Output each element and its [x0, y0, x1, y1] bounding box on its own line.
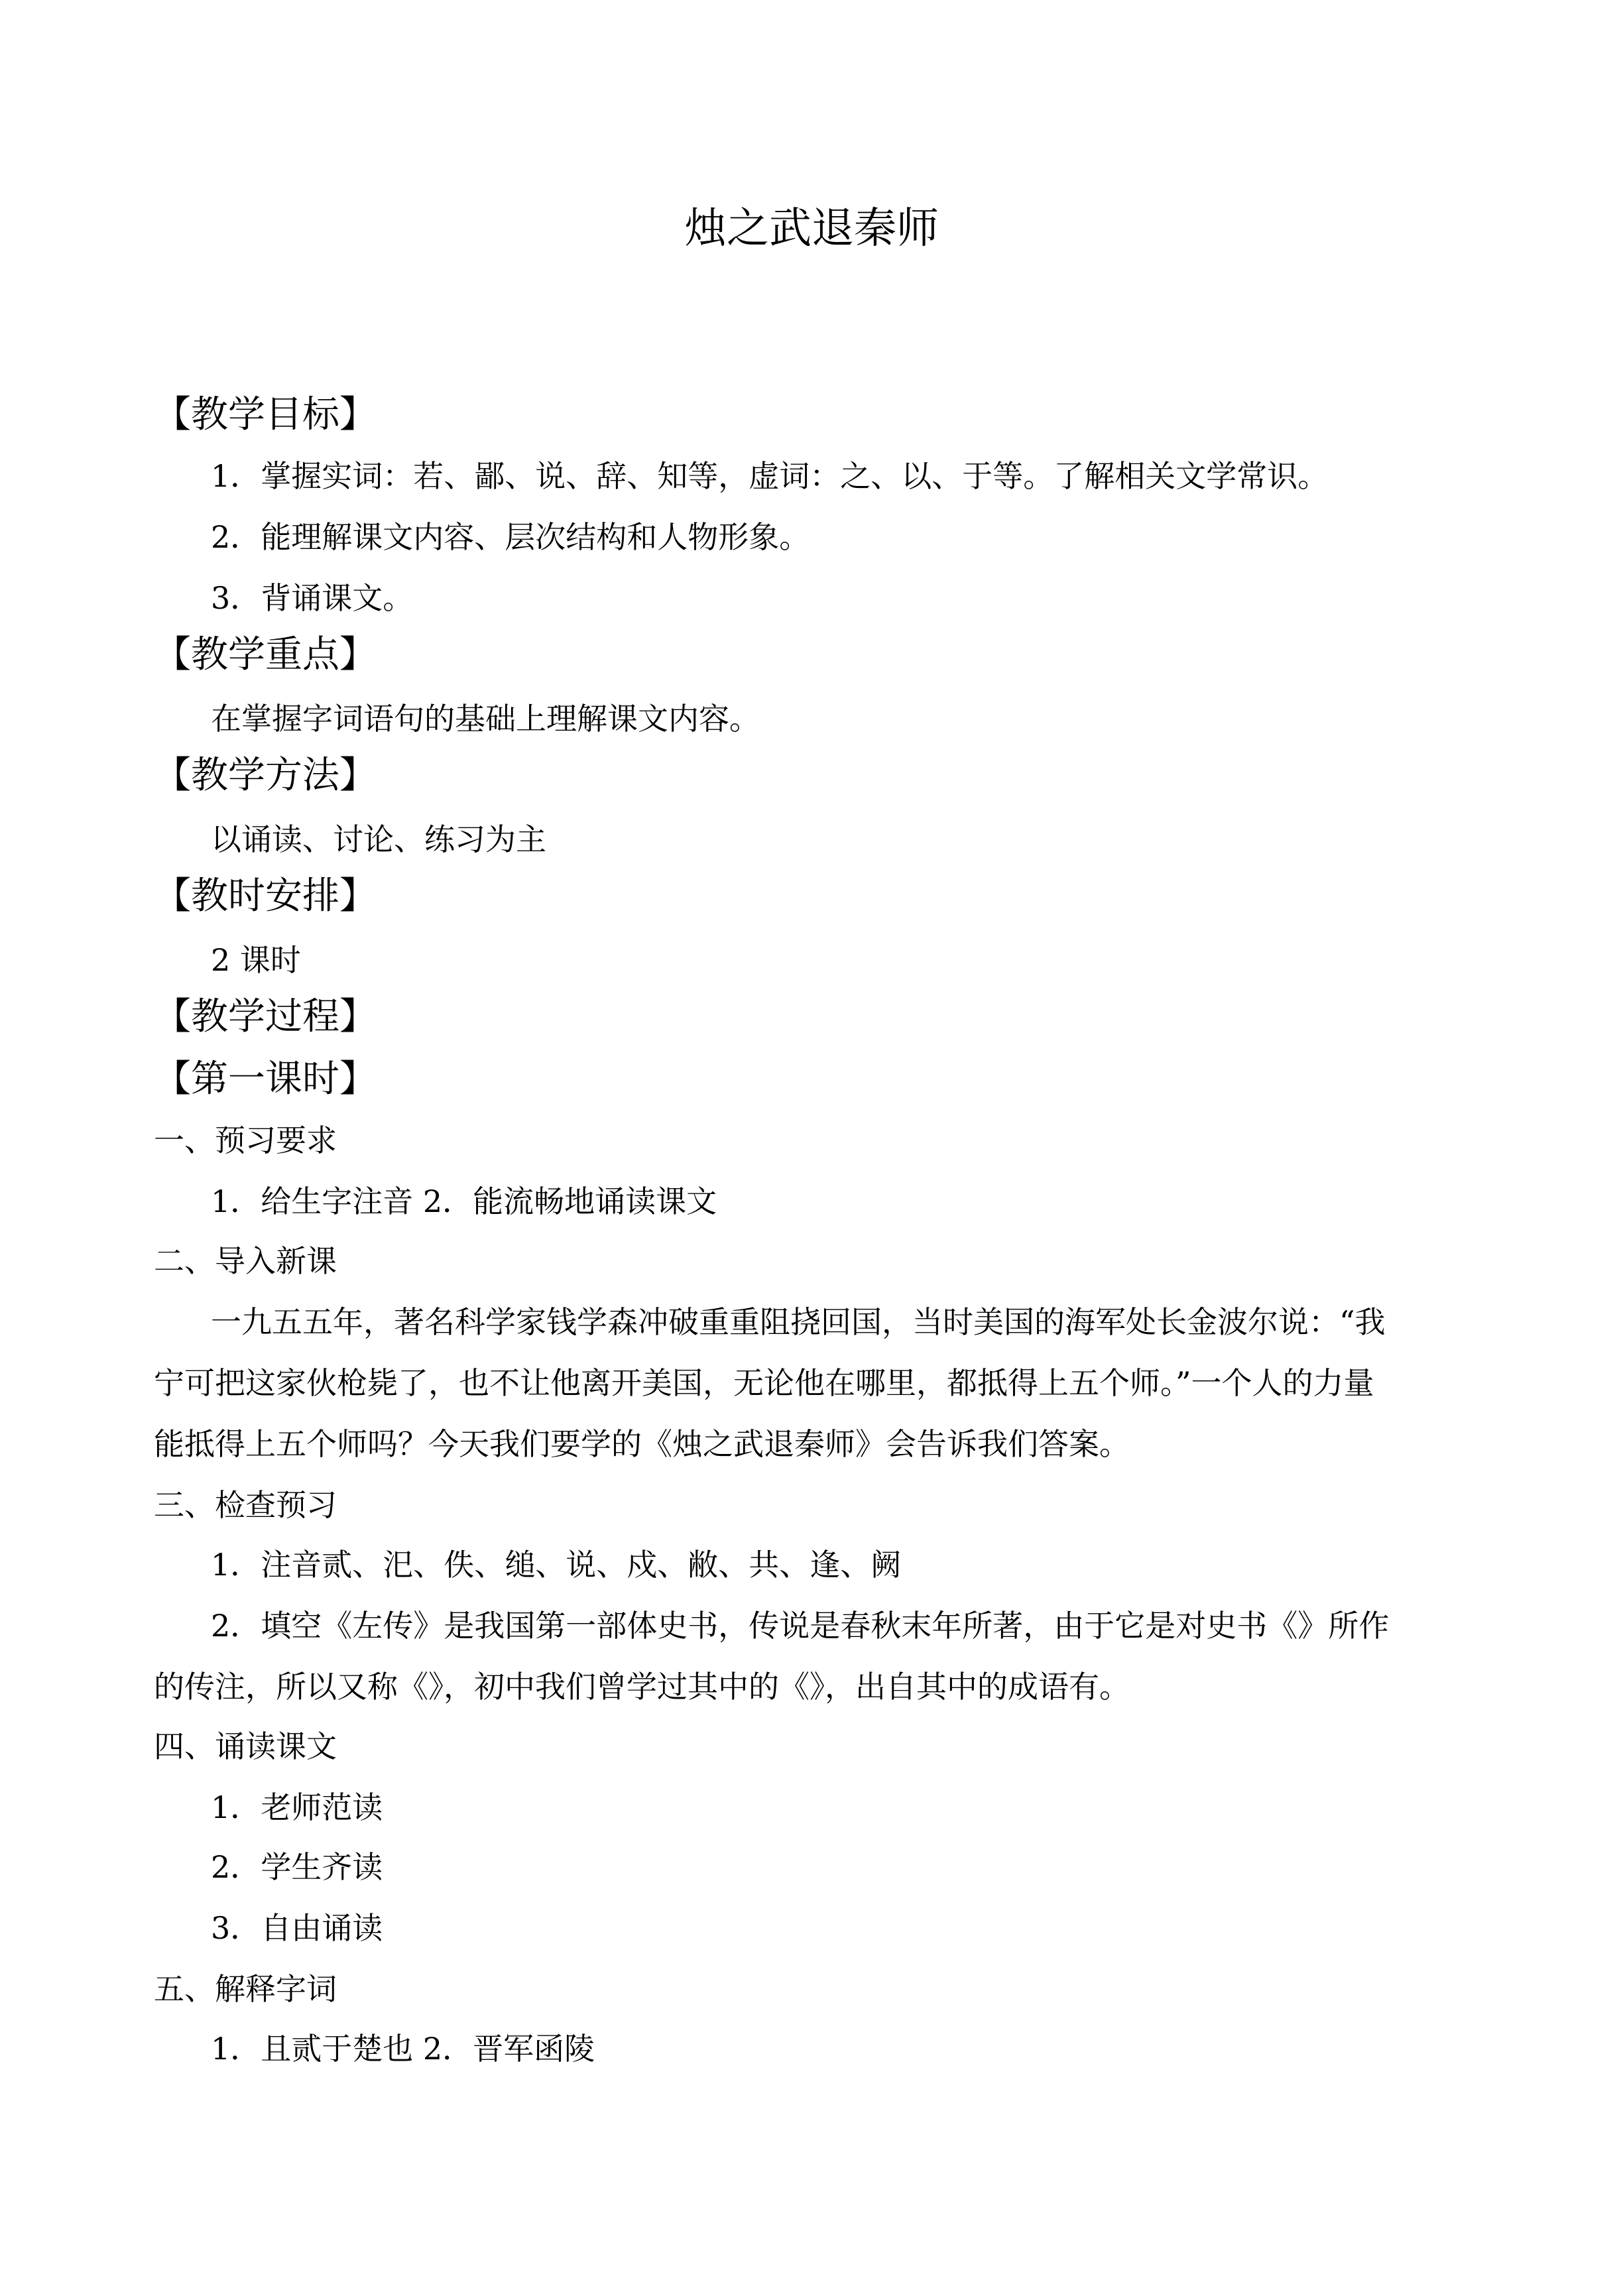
check-item-fill-blank-cont: 的传注，所以又称《》，初中我们曾学过其中的《》，出自其中的成语有。 — [154, 1669, 1130, 1705]
section-recite-title: 四、诵读课文 — [154, 1728, 337, 1764]
schedule-text: 2 课时 — [211, 942, 301, 978]
section-check-title: 三、检查预习 — [154, 1487, 337, 1523]
check-item-fill-blank: 2．填空《左传》是我国第一部体史书，传说是春秋末年所著，由于它是对史书《》所作 — [211, 1608, 1390, 1644]
key-points-heading: 【教学重点】 — [154, 633, 377, 676]
schedule-heading: 【教时安排】 — [154, 875, 377, 918]
section-preview-title: 一、预习要求 — [154, 1122, 337, 1158]
words-item: 1．且贰于楚也 2．晋军函陵 — [211, 2031, 595, 2067]
methods-heading: 【教学方法】 — [154, 754, 377, 797]
check-item-pinyin: 1．注音贰、汜、佚、缒、说、戍、敝、共、逢、阙 — [211, 1547, 902, 1583]
teaching-goal-item: 3．背诵课文。 — [211, 580, 414, 616]
intro-paragraph-line: 一九五五年，著名科学家钱学森冲破重重阻挠回国，当时美国的海军处长金波尔说：“我 — [211, 1304, 1386, 1340]
key-points-text: 在掌握字词语句的基础上理解课文内容。 — [211, 701, 760, 737]
teaching-goal-item: 1．掌握实词：若、鄙、说、辞、知等，虚词：之、以、于等。了解相关文学常识。 — [211, 458, 1329, 494]
intro-paragraph-line: 宁可把这家伙枪毙了，也不让他离开美国，无论他在哪里，都抵得上五个师。”一个人的力量 — [154, 1365, 1374, 1401]
intro-paragraph-line: 能抵得上五个师吗？今天我们要学的《烛之武退秦师》会告诉我们答案。 — [154, 1426, 1130, 1462]
section-intro-title: 二、导入新课 — [154, 1243, 337, 1279]
preview-item: 1．给生字注音 2．能流畅地诵读课文 — [211, 1183, 717, 1219]
recite-item: 3．自由诵读 — [211, 1910, 383, 1946]
teaching-goal-item: 2．能理解课文内容、层次结构和人物形象。 — [211, 519, 810, 555]
lesson1-heading: 【第一课时】 — [154, 1057, 377, 1101]
teaching-goals-heading: 【教学目标】 — [154, 393, 377, 436]
process-heading: 【教学过程】 — [154, 995, 377, 1038]
methods-text: 以诵读、讨论、练习为主 — [211, 821, 546, 857]
section-words-title: 五、解释字词 — [154, 1971, 337, 2007]
recite-item: 2．学生齐读 — [211, 1849, 383, 1885]
page-title: 烛之武退秦师 — [684, 204, 939, 253]
recite-item: 1．老师范读 — [211, 1789, 383, 1825]
